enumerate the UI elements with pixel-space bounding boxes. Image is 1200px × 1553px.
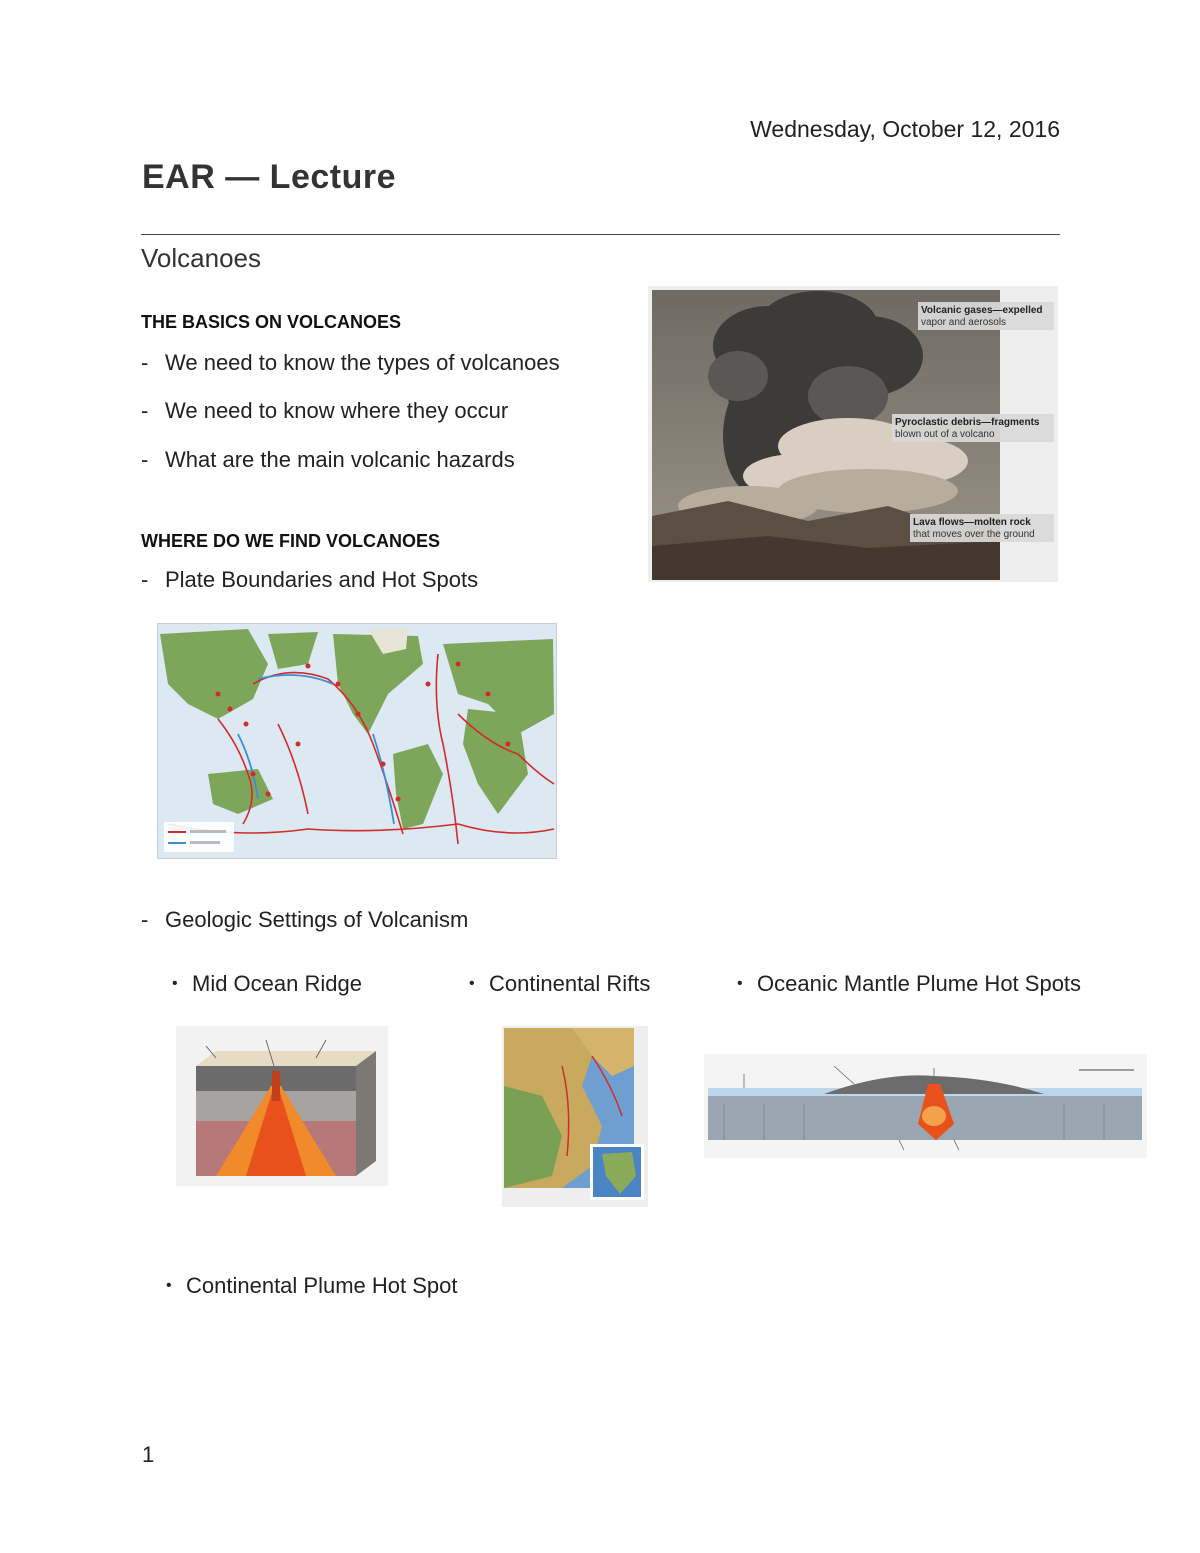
dash-marker: -: [141, 447, 149, 472]
lava-label-line2: that moves over the ground: [913, 529, 1035, 540]
bullet-marker: •: [172, 975, 178, 992]
ridge-block-illustration: [176, 1026, 388, 1186]
title-divider: [141, 234, 1060, 235]
continental-rifts-map: [502, 1026, 648, 1207]
bullet-marker: •: [469, 975, 475, 992]
pyroclastic-label-line2: blown out of a volcano: [895, 429, 995, 440]
dash-marker: -: [141, 350, 149, 375]
gas-label-line2: vapor and aerosols: [921, 317, 1007, 328]
where-item: - Plate Boundaries and Hot Spots: [141, 567, 479, 592]
document-title: EAR — Lecture: [142, 158, 396, 196]
oceanic-hot-spot-cross-section: [704, 1054, 1147, 1158]
volcano-map-illustration: [158, 624, 556, 858]
mid-ocean-ridge-diagram: [176, 1026, 388, 1186]
lava-label-line1: Lava flows—molten rock: [913, 517, 1031, 528]
volcano-eruption-illustration: [648, 286, 1058, 582]
basics-heading: THE BASICS ON VOLCANOES: [141, 312, 402, 332]
document-date: Wednesday, October 12, 2016: [750, 116, 1060, 142]
gas-label-line1: Volcanic gases—expelled: [921, 305, 1043, 316]
setting-item-continental-rifts: • Continental Rifts: [469, 971, 651, 996]
page-number: 1: [142, 1442, 155, 1467]
where-heading: WHERE DO WE FIND VOLCANOES: [141, 531, 441, 551]
volcano-eruption-figure: [648, 286, 1058, 582]
hot-spot-section-illustration: [704, 1054, 1147, 1158]
setting-item-continental-hot-spot: • Continental Plume Hot Spot: [166, 1273, 458, 1298]
bullet-marker: •: [166, 1277, 172, 1294]
pyroclastic-label-line1: Pyroclastic debris—fragments: [895, 417, 1040, 428]
where-item: - Geologic Settings of Volcanism: [141, 907, 469, 932]
basics-item: - We need to know where they occur: [141, 398, 509, 423]
setting-item-oceanic-hot-spots: • Oceanic Mantle Plume Hot Spots: [737, 971, 1082, 996]
section-title: Volcanoes: [141, 243, 261, 273]
basics-item: - We need to know the types of volcanoes: [141, 350, 560, 375]
dash-marker: -: [141, 398, 149, 423]
dash-marker: -: [141, 907, 149, 932]
dash-marker: -: [141, 567, 149, 592]
rift-map-illustration: [502, 1026, 648, 1207]
world-volcano-map: [157, 623, 557, 859]
basics-item: - What are the main volcanic hazards: [141, 447, 515, 472]
bullet-marker: •: [737, 975, 743, 992]
setting-item-mid-ocean-ridge: • Mid Ocean Ridge: [172, 971, 362, 996]
